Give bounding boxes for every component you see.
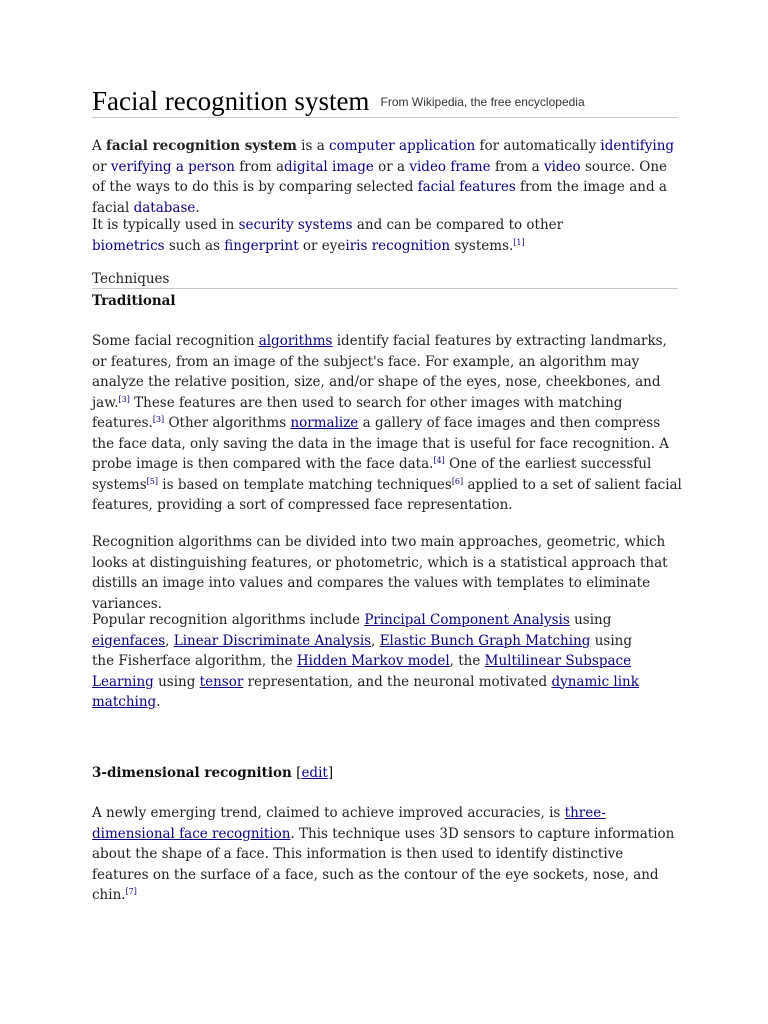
text-run: is based on template matching techniques (157, 476, 452, 493)
traditional-paragraph-2 (92, 532, 682, 614)
citation-ref[interactable] (118, 395, 129, 404)
text-run: These features are then used to search for other images with matching features. (92, 394, 623, 431)
wiki-link[interactable]: algorithms (258, 333, 333, 349)
wiki-link[interactable]: video (543, 158, 581, 175)
text-run: A (92, 138, 107, 154)
text-run: such as (164, 237, 225, 254)
text-run: using (153, 673, 200, 690)
3d-paragraph-1 (92, 803, 682, 906)
edit-link[interactable]: edit (301, 765, 328, 781)
text-run: using the Fisherface algorithm, the (92, 632, 632, 669)
text-run: is a (296, 138, 330, 154)
page-title: Facial recognition system (92, 86, 370, 116)
edit-section: [edit] (291, 765, 334, 781)
wiki-link[interactable]: facial features (417, 179, 516, 195)
wiki-link[interactable]: tensor (199, 673, 244, 690)
text-run: from the image and a facial (92, 179, 667, 216)
citation-ref[interactable] (513, 238, 524, 247)
text-run: or (92, 158, 111, 175)
wiki-link[interactable]: dynamic link matching (92, 673, 639, 710)
wiki-link[interactable]: identifying (600, 138, 675, 154)
text-run: identify facial features by extracting landmarks, or features, from an image of the subject's face. For example, an algorithm may analyze the relative position, size, and/or shape of the eyes, nose, cheekbones, and jaw. (92, 333, 667, 411)
wiki-link[interactable]: digital image (284, 158, 374, 175)
text-run: applied to a set of salient facial features, providing a sort of compressed face representation. (92, 476, 682, 513)
citation-link[interactable]: [1] (513, 237, 525, 247)
text-run: source. One of the ways to do this is by comparing selected (92, 158, 668, 195)
text-run: Other algorithms (164, 415, 291, 431)
wiki-link[interactable]: biometrics (92, 237, 165, 254)
wiki-link[interactable]: three-dimensional face recognition (92, 805, 606, 842)
text-run: , (371, 632, 380, 649)
wiki-link[interactable]: iris recognition (345, 237, 451, 254)
wiki-link[interactable]: database (133, 199, 196, 216)
citation-link[interactable]: [3] (118, 394, 130, 404)
text-run: from a (235, 158, 285, 175)
bold-term: facial recognition system (106, 138, 297, 154)
wiki-link[interactable]: verifying a person (110, 158, 236, 175)
citation-link[interactable]: [6] (451, 476, 464, 486)
text-run: Popular recognition algorithms include (92, 612, 365, 628)
title-row (92, 84, 678, 118)
text-run: A newly emerging trend, claimed to achieve improved accuracies, is (92, 805, 565, 821)
text-run: and can be compared to other (352, 217, 564, 233)
citation-ref[interactable] (433, 456, 444, 465)
citation-ref[interactable] (153, 415, 164, 424)
site-subtitle: From Wikipedia, the free encyclopedia (380, 95, 585, 109)
section-divider (92, 288, 678, 289)
text-run: It is typically used in (92, 217, 239, 233)
text-run: , the (449, 653, 485, 669)
title-divider (92, 117, 678, 118)
text-run: . This technique uses 3D sensors to capture information about the shape of a face. This information is then used to identify distinctive features on the surface of a face, such as the contour of the eye sockets, nose, and chin. (92, 825, 675, 903)
text-run: using (569, 612, 612, 628)
heading-3d-text: 3-dimensional recognition (92, 765, 292, 781)
wiki-link[interactable]: video frame (409, 158, 491, 175)
text-run: , (165, 632, 174, 649)
citation-link[interactable]: [5] (146, 476, 158, 486)
traditional-paragraph-3 (92, 610, 652, 713)
wiki-link[interactable]: normalize (290, 415, 359, 431)
text-run: systems. (450, 237, 514, 254)
text-run: a gallery of face images and then compress the face data, only saving the data in the image that is useful for face recognition. A probe image is then compared with the face data. (92, 415, 670, 472)
text-run: or a (373, 158, 410, 175)
text-run: Some facial recognition (92, 333, 259, 349)
citation-link[interactable]: [4] (433, 456, 445, 465)
subsection-heading-3d (92, 765, 333, 781)
traditional-paragraph-1 (92, 331, 682, 516)
citation-ref[interactable] (452, 477, 463, 486)
text-run: Recognition algorithms can be divided into two main approaches, geometric, which looks at distinguishing features, or photometric, which is a statistical approach that distills an image into values and compares the values with templates to eliminate variances. (92, 534, 668, 612)
citation-ref[interactable] (147, 477, 158, 486)
wiki-link[interactable]: Multilinear Subspace Learning (92, 653, 632, 690)
wiki-link[interactable]: Principal Component Analysis (364, 612, 570, 628)
text-run: . (195, 199, 200, 216)
text-run: from a (490, 158, 544, 175)
text-run: for automatically (475, 138, 601, 154)
wiki-link[interactable]: Elastic Bunch Graph Matching (379, 632, 591, 649)
text-run: . (156, 694, 161, 710)
wiki-link[interactable]: Hidden Markov model (296, 653, 450, 669)
citation-link[interactable]: [3] (152, 415, 165, 424)
text-run: representation, and the neuronal motivated (243, 673, 552, 690)
citation-ref[interactable] (126, 887, 137, 896)
citation-link[interactable]: [7] (125, 887, 137, 896)
intro-paragraph-1 (92, 136, 682, 218)
intro-paragraph-2 (92, 215, 632, 256)
wiki-link[interactable]: eigenfaces (92, 632, 166, 649)
wiki-link[interactable]: security systems (238, 217, 353, 233)
section-heading-techniques: Techniques (92, 271, 170, 287)
wiki-link[interactable]: Linear Discriminate Analysis (173, 632, 372, 649)
wiki-link[interactable]: computer application (329, 138, 476, 154)
text-run: or eye (298, 237, 346, 254)
wiki-link[interactable]: fingerprint (224, 237, 299, 254)
subsection-heading-traditional: Traditional (92, 293, 176, 309)
text-run: One of the earliest successful systems (92, 456, 652, 493)
